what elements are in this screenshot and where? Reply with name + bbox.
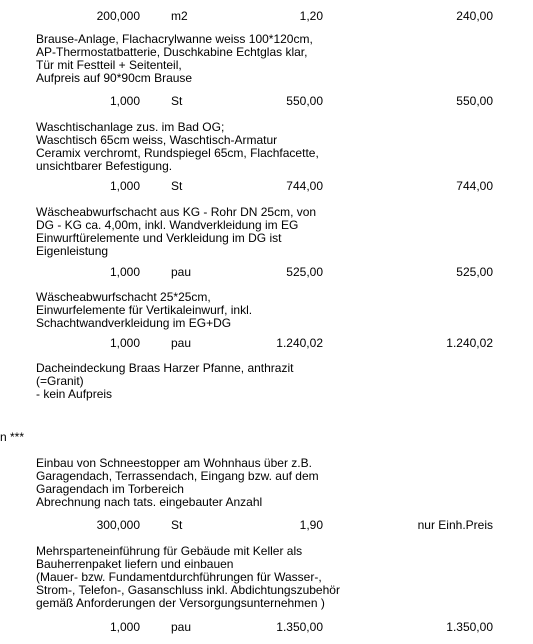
total-price: 1.350,00: [446, 620, 493, 634]
description-line: Wäscheabwurfschacht 25*25cm,: [36, 290, 211, 304]
description-line: - kein Aufpreis: [36, 387, 113, 401]
item-description: [36, 457, 436, 509]
description-line: (=Granit): [36, 374, 84, 388]
description-line: Dacheindeckung Braas Harzer Pfanne, anthrazit: [36, 361, 294, 375]
description-line: AP-Thermostatbatterie, Duschkabine Echtglas klar,: [36, 45, 308, 59]
unit-price: 525,00: [286, 265, 323, 279]
description-line: Aufpreis auf 90*90cm Brause: [36, 71, 193, 85]
item-description: [36, 206, 436, 258]
description-line: Garagendach, Terrassendach, Eingang bzw. auf dem: [36, 469, 319, 483]
unit-price: 1.240,02: [276, 336, 323, 350]
description-line: Strom-, Telefon-, Gasanschluss inkl. Abdichtungszubehör: [36, 583, 340, 597]
item-description: [36, 291, 436, 330]
quantity: 1,000: [109, 179, 140, 193]
total-price: 1.240,02: [446, 336, 493, 350]
description-line: Wäscheabwurfschacht aus KG - Rohr DN 25cm, von: [36, 205, 317, 219]
item-row: [0, 266, 533, 279]
description-line: Abrechnung nach tats. eingebauter Anzahl: [36, 495, 263, 509]
description-line: DG - KG ca. 4,00m, inkl. Wandverkleidung im EG: [36, 218, 299, 232]
item-row: [0, 621, 533, 634]
quantity: 1,000: [109, 336, 140, 350]
description-line: Mehrsparteneinführung für Gebäude mit Keller als: [36, 544, 303, 558]
unit-price: 1,90: [299, 518, 323, 532]
total-price: 744,00: [456, 179, 493, 193]
item-description: [36, 545, 436, 610]
quantity: 200,000: [96, 9, 140, 23]
unit: pau: [171, 620, 192, 634]
description-line: Garagendach im Torbereich: [36, 482, 184, 496]
description-line: Brause-Anlage, Flachacrylwanne weiss 100*120cm,: [36, 32, 313, 46]
unit-price: 1,20: [299, 9, 323, 23]
item-row: [0, 10, 533, 23]
description-line: Eigenleistung: [36, 244, 109, 258]
unit-price: 744,00: [286, 179, 323, 193]
description-line: Einwurftürelemente und Verkleidung im DG ist: [36, 231, 282, 245]
description-line: Schachtwandverkleidung im EG+DG: [36, 316, 232, 330]
item-row: [0, 180, 533, 193]
unit-price: 1.350,00: [276, 620, 323, 634]
item-row: [0, 519, 533, 532]
unit: St: [171, 94, 183, 108]
unit: pau: [171, 336, 192, 350]
description-line: Tür mit Festteil + Seitenteil,: [36, 58, 182, 72]
description-line: gemäß Anforderungen der Versorgungsunternehmen ): [36, 596, 325, 610]
description-line: unsichtbarer Befestigung.: [36, 159, 173, 173]
total-price: 550,00: [456, 94, 493, 108]
item-row: [0, 337, 533, 350]
item-description: [36, 33, 436, 85]
description-line: (Mauer- bzw. Fundamentdurchführungen für Wasser-,: [36, 570, 322, 584]
unit-price: 550,00: [286, 94, 323, 108]
quantity: 1,000: [109, 620, 140, 634]
unit: St: [171, 179, 183, 193]
total-price: nur Einh.Preis: [417, 518, 493, 532]
quantity: 1,000: [109, 265, 140, 279]
item-description: [36, 121, 436, 173]
description-line: Einbau von Schneestopper am Wohnhaus über z.B.: [36, 456, 312, 470]
unit: m2: [171, 9, 188, 23]
total-price: 240,00: [456, 9, 493, 23]
item-row: [0, 95, 533, 108]
total-price: 525,00: [456, 265, 493, 279]
description-line: Ceramix verchromt, Rundspiegel 65cm, Flachfacette,: [36, 146, 319, 160]
quantity: 300,000: [96, 518, 140, 532]
description-line: Waschtischanlage zus. im Bad OG;: [36, 120, 225, 134]
section-marker: n ***: [0, 430, 25, 444]
description-line: Einwurfelemente für Vertikaleinwurf, inkl.: [36, 303, 253, 317]
description-line: Bauherrenpaket liefern und einbauen: [36, 557, 234, 571]
unit: pau: [171, 265, 192, 279]
description-line: Waschtisch 65cm weiss, Waschtisch-Armatur: [36, 133, 278, 147]
unit: St: [171, 518, 183, 532]
item-description: [36, 362, 436, 401]
quantity: 1,000: [109, 94, 140, 108]
